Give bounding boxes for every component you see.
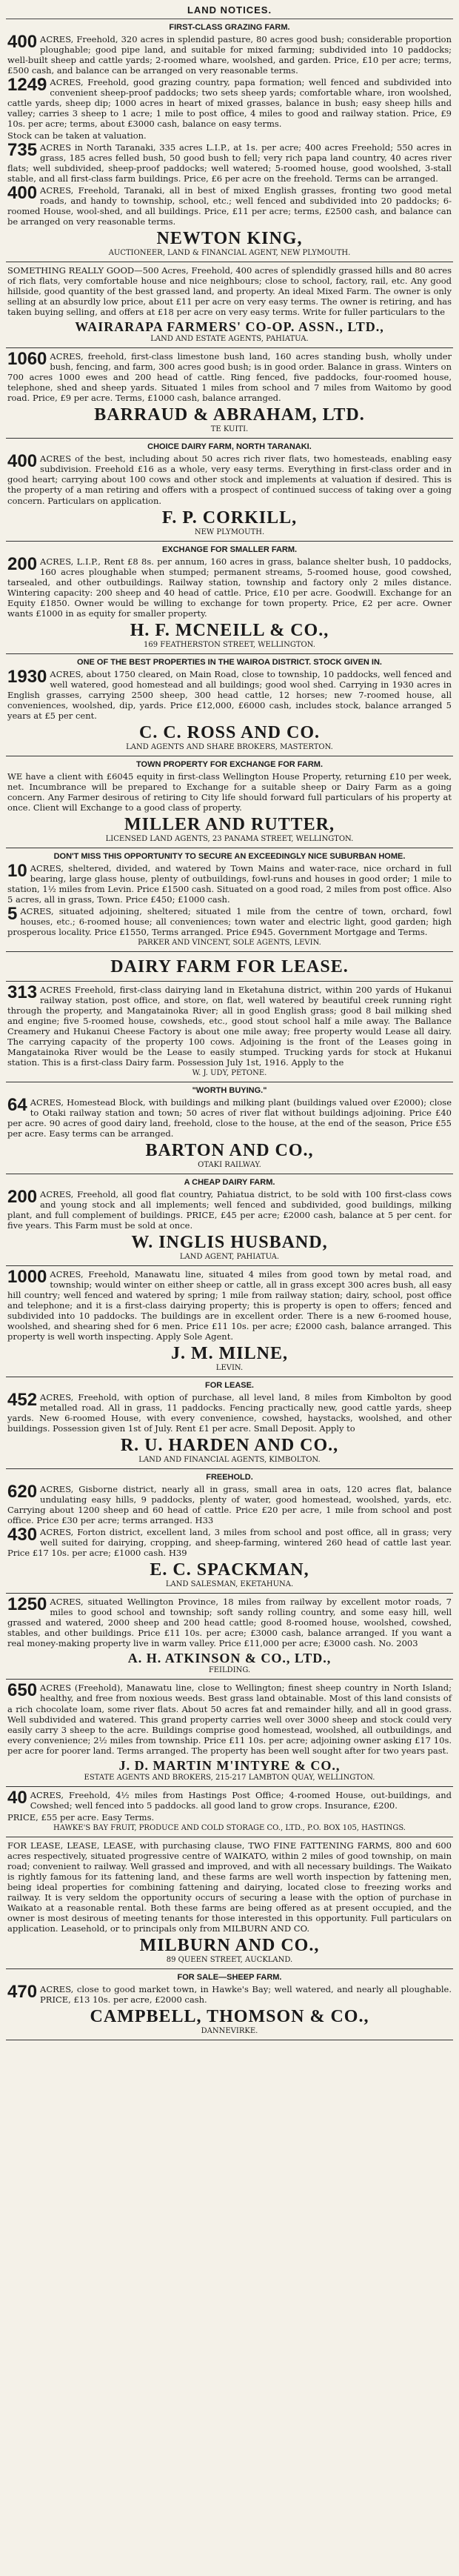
agent-address: 89 QUEEN STREET, AUCKLAND. [166, 1955, 293, 1964]
ad-text: ACRES of the best, including about 50 acres rich river flats, two homesteads, enabling easy subdivision. Freehold £16 as a whole, very easy terms. Everything in first-class order and in good heart; carrying about 100 cows and other stock and implements at valuation if desired. This is the property of a man retiring and offers with a prospect of continued success of taking over a going concern. Particulars on application. [7, 453, 452, 506]
ad-text: ACRES, situated adjoining, sheltered; situated 1 mile from the centre of town, orchard, fowl houses, etc.; 6-roomed house; all conveniences; town water and electric light, good garden; high prosperous locality. Price £1550, Terms arranged. Price £945. Government Mortgage and Terms. [7, 905, 452, 937]
agent-address: LAND AND ESTATE AGENTS, PAHIATUA. [150, 335, 309, 344]
ad-text: ACRES, Freehold, Manawatu line, situated 4 miles from good town by metal road, and township; would winter on either sheep or cattle, all in grass except 300 acres bush, all easy hill country; well fenced and watered by spring; 1 mile from railway station; dairy, school, post office and telephone; and it is a first-class dairying property; this is property is open to offers; fenced and subdivided into 10 paddocks. The buildings are in excellent order. There is a new 6-roomed house, woolshed, and shearing shed for 6 men. Price £11 10s. per acre; £2000 cash, balance arranged. This property is well worth inspecting. Apply Sole Agent. [7, 1269, 452, 1342]
ad-subheading: FOR LEASE. [204, 1381, 254, 1391]
ad-paragraph [7, 1527, 452, 1558]
ad-text: ACRES, sheltered, divided, and watered by Town Mains and water-race, nice orchard in full bearing, large glass house, plenty of outbuildings, fowl-runs and houses in good order; 1 mile to station, 1½ miles from Levin. Price £1500 cash. Situated on a good road, 2 miles from post office. Also 5 acres, all in grass, Town. Price £450; £1000 cash. [7, 862, 452, 905]
agent-name: C. C. ROSS AND CO. [138, 722, 321, 742]
advertisement [6, 542, 453, 654]
acreage-figure: 1249 [7, 75, 47, 96]
advertisement [6, 1680, 453, 1786]
ad-paragraph [7, 771, 452, 813]
ad-text: ACRES, Freehold, all good flat country, Pahiatua district, to be sold with 100 first-class cows and young stock and all implements; well fenced and subdivided, good buildings, milking plant, and full complement of buildings. PRICE, £45 per acre; £2000 cash, balance at 5 per cent. for five years. This Farm must be sold at once. [7, 1189, 452, 1231]
agent-address: NEW PLYMOUTH. [194, 527, 265, 536]
agent-address: LEVIN. [215, 1364, 244, 1373]
agent-address: DANNEVIRKE. [201, 2026, 258, 2035]
ad-text: ACRES Freehold, first-class dairying land in Eketahuna district, within 200 yards of Hukanui railway station, post office, and store, on flat, well watered by beautiful creek running right through the property, and Mangatainoka River; all in good English grass; good 8 bail milking shed and engine; five 5-roomed house, cowsheds, etc., good stout school half a mile away. The Ballance Creamery and Hukanui Cheese Factory is about one mile away; free property would Lease all dairy. The carrying capacity of the property 100 cows. Adjoining is the front of the Leases going in Mangatainoka River would be the Lease to easily stumped. Trucking yards for stock at Hukanui station. This is a first-class Dairy farm. Possession July 1st, 1916. Apply to the [7, 984, 452, 1068]
agent-name: MILBURN AND CO., [139, 1935, 320, 1955]
advertisement [6, 1469, 453, 1594]
advertisement [6, 1837, 453, 1969]
agent-name: W. INGLIS HUSBAND, [131, 1233, 328, 1253]
ad-text: PRICE, £55 per acre. Easy Terms. [7, 1811, 155, 1823]
section-heading: LAND NOTICES. [6, 3, 453, 19]
ad-subheading: FOR SALE—SHEEP FARM. [177, 1972, 282, 1982]
acreage-figure: 452 [7, 1390, 38, 1411]
ad-paragraph [7, 351, 452, 403]
ad-paragraph [7, 1594, 452, 1649]
acreage-figure: 430 [7, 1525, 38, 1545]
ad-paragraph [7, 34, 452, 76]
agent-address: ESTATE AGENTS AND BROKERS, 215-217 LAMBTON QUAY, WELLINGTON. [84, 1773, 375, 1782]
acreage-figure: 5 [7, 903, 18, 924]
ad-text: ACRES, Freehold, 4½ miles from Hastings Post Office; 4-roomed House, out-buildings, and Cowshed; well fenced into 5 paddocks. all good land to grow crops. Insurance, £200. [30, 1789, 452, 1811]
advertisement [6, 982, 453, 1082]
acreage-figure: 400 [7, 451, 38, 472]
ad-paragraph [7, 453, 452, 505]
ad-paragraph [7, 1189, 452, 1231]
ad-paragraph [7, 1094, 452, 1139]
advertisement [6, 262, 453, 348]
agent-name: F. P. CORKILL, [161, 507, 298, 527]
acreage-figure: 1930 [7, 666, 47, 687]
ad-subheading: FIRST-CLASS GRAZING FARM. [169, 23, 290, 32]
ad-text: FOR LEASE, LEASE, LEASE, with purchasing clause, TWO FINE FATTENING FARMS, 800 and 600 acres respectively, situated progressive centre of WAIKATO, within 2 miles of good township, on main road; convenient to railway. Well grassed and improved, and with all necessary buildings. The Waikato is rightly famous for its fattening land, and these farms are well worth inspection by fattening men, being ideal properties for combining fattening and dairying, located close to freezing works and railway. It is very seldom the opportunity occurs of securing a lease with the option of purchase in Waikato at a reasonable rental. Both these farms are being offered as at present occupied, and the owner is most desirous of meeting tenants for those interested in this opportunity. Full particulars on application. Leasehold, or to principals only from MILBURN AND CO. [7, 1840, 452, 1934]
ad-text: ACRES, Freehold, Taranaki, all in best of mixed English grasses, fronting two good metal roads, and handy to township, school, etc.; well fenced and subdivided into 20 paddocks; 6-roomed House, wool-shed, and all buildings. Price, £11 per acre; terms, £2500 cash, and balance can be arranged on very reasonable terms. [7, 185, 452, 227]
ad-text: ACRES, L.I.P., Rent £8 8s. per annum, 160 acres in grass, balance shelter bush, 10 paddocks, 160 acres ploughable when stumped; permanent streams, 5-roomed house, good cowshed, tarsealed, and other outbuildings. Railway station, township and factory only 2 miles distance. Wintering capacity: 200 sheep and 40 head of cattle. Price, £10 per acre. Goodwill. Exchange for an Equity £1850. Owner would be willing to exchange for town property. Price, £2 per acre. Owner wants £1000 in as equity for smaller property. [7, 556, 452, 619]
ad-paragraph [7, 666, 452, 721]
agent-address: LAND AND FINANCIAL AGENTS, KIMBOLTON. [138, 1456, 321, 1465]
ad-paragraph [7, 903, 452, 937]
acreage-figure: 400 [7, 183, 38, 204]
ad-subheading: ONE OF THE BEST PROPERTIES IN THE WAIROA DISTRICT. STOCK GIVEN IN. [77, 657, 382, 667]
ad-paragraph [7, 1981, 452, 2005]
acreage-figure: 313 [7, 982, 38, 1002]
ad-text: ACRES, close to good market town, in Hawke's Bay; well watered, and nearly all ploughable. PRICE, £13 10s. per acre, £2000 cash. [40, 1983, 452, 2005]
advertisement [6, 19, 453, 262]
agent-address: OTAKI RAILWAY. [198, 1161, 261, 1170]
ad-paragraph [7, 185, 452, 227]
agent-address: FEILDING. [208, 1666, 251, 1675]
agent-address: LAND AGENT, PAHIATUA. [179, 1253, 280, 1262]
ad-paragraph [7, 1269, 452, 1342]
acreage-figure: 650 [7, 1680, 38, 1701]
advertisement [6, 439, 453, 541]
ad-paragraph [7, 860, 452, 905]
advertisement [6, 348, 453, 439]
ad-paragraph [7, 553, 452, 619]
ad-subheading: CHOICE DAIRY FARM, NORTH TARANAKI. [147, 442, 312, 452]
acreage-figure: 400 [7, 32, 38, 52]
ad-text: ACRES, Homestead Block, with buildings and milking plant (buildings valued over £2000); close to Otaki railway station and town; 50 acres of river flat without buildings adjoining. Price £40 per acre. 90 acres of good dairy land, freehold, close to the house, at the end of the season, Price £55 per acre. Easy terms can be arranged. [7, 1096, 452, 1139]
ad-subheading: "WORTH BUYING." [192, 1085, 267, 1095]
ad-text: SOMETHING REALLY GOOD—500 Acres, Freehold, 400 acres of splendidly grassed hills and 80 acres of rich flats, very comfortable house and nice neighbours; close to school, factory, rail, etc. Any good hillside, good quantity of the best grassed land, and property. An ideal Mixed Farm. The owner is only selling at an absurdly low price, about £11 per acre on very easy terms. The owner is retiring, and has taken buying selling, and offers at £18 per acre on very easy terms. Write for fuller particulars to the [7, 265, 452, 318]
ad-paragraph [7, 130, 452, 141]
ad-text: ACRES (Freehold), Manawatu line, close to Wellington; finest sheep country in North Island; healthy, and free from noxious weeds. Best grass land obtainable. Most of this land consists of a rich chocolate loam, some river flats. About 50 acres fat and remainder hilly, and all in good grass. Well subdivided and watered. This grand property carries well over 3000 sheep and stock could very easily carry 3 sheep to the acre. Buildings comprise good homestead, woolshed, all outbuildings, and every convenience; 2½ miles from township. Price £11 10s. per acre; adjoining owner asking £17 10s. per acre for poorer land. Terms arranged. The property has been well sought after for two years past. [7, 1683, 452, 1756]
advertisement [6, 952, 453, 982]
agent-name: E. C. SPACKMAN, [150, 1560, 309, 1580]
advertisement [6, 1787, 453, 1837]
ad-paragraph [7, 1392, 452, 1434]
ad-text: ACRES, situated Wellington Province, 18 miles from railway by excellent motor roads, 7 miles to good school and township; soft sandy rolling country, and some easy hill, well grassed and watered, 2000 sheep and 200 head cattle; good 8-roomed house, woolshed, cowshed, stables, and other buildings. Price £11 10s. per acre; £3000 cash, balance arranged. If you want a real money-making property live in warm valley. Price £11,000 per acre; £3000 cash. No. 2003 [7, 1597, 452, 1649]
agent-name: J. M. MILNE, [171, 1344, 288, 1364]
ad-text: Stock can be taken at valuation. [7, 130, 147, 142]
advertisement-list [6, 19, 453, 2040]
agent-address: HAWKE'S BAY FRUIT, PRODUCE AND COLD STORAGE CO., LTD., P.O. BOX 105, HASTINGS. [53, 1823, 406, 1832]
ad-paragraph [7, 982, 452, 1068]
acreage-figure: 200 [7, 553, 38, 574]
agent-address: AUCTIONEER, LAND & FINANCIAL AGENT, NEW PLYMOUTH. [108, 249, 351, 258]
agent-name: J. D. MARTIN M'INTYRE & CO., [118, 1757, 341, 1773]
acreage-figure: 10 [7, 860, 27, 881]
acreage-figure: 1000 [7, 1267, 47, 1288]
advertisement [6, 756, 453, 848]
agent-name: BARRAUD & ABRAHAM, LTD. [94, 405, 365, 425]
advertisement [6, 1174, 453, 1266]
ad-text: ACRES, Freehold, with option of purchase, all level land, 8 miles from Kimbolton by good metalled road. All in grass, 11 paddocks. Fencing practically new, good cattle yards, sheep yards. New 6-roomed House, with every convenience, cowshed, haystacks, woolshed, and other buildings. Possession given 1st of July. Rent £1 per acre. Small Deposit. Apply to [7, 1392, 452, 1434]
agent-address: 169 FEATHERSTON STREET, WELLINGTON. [144, 640, 315, 649]
ad-subheading: A CHEAP DAIRY FARM. [184, 1178, 275, 1188]
acreage-figure: 1250 [7, 1594, 47, 1615]
agent-address: LAND AGENTS AND SHARE BROKERS, MASTERTON. [126, 742, 333, 751]
acreage-figure: 40 [7, 1787, 27, 1808]
agent-address: TE KUITI. [210, 425, 249, 434]
acreage-figure: 735 [7, 140, 38, 161]
agent-name: R. U. HARDEN AND CO., [120, 1436, 339, 1456]
agent-address: LAND SALESMAN, EKETAHUNA. [165, 1580, 294, 1589]
agent-name: H. F. MCNEILL & CO., [130, 620, 329, 640]
agent-name: WAIRARAPA FARMERS' CO-OP. ASSN., LTD., [75, 319, 384, 335]
advertisement [6, 1082, 453, 1174]
acreage-figure: 620 [7, 1482, 38, 1502]
ad-paragraph [7, 265, 452, 317]
advertisement [6, 1266, 453, 1377]
ad-paragraph [7, 77, 452, 129]
ad-text: ACRES, freehold, first-class limestone bush land, 160 acres standing bush, wholly under bush, fencing, and farm, 300 acres good bush; is in good order. Balance in grass. Winters on 700 acres 1000 ewes and 200 head of cattle. Ring fenced, five paddocks, four-roomed house, telephone, shed and sheep yards. Situated 1 miles from school and 7 miles from Waitomo by good road. Price, £9 per acre. Terms, £1000 cash, balance arranged. [7, 351, 452, 404]
ad-subheading: EXCHANGE FOR SMALLER FARM. [161, 545, 298, 554]
agent-name: BARTON AND CO., [145, 1141, 314, 1161]
ad-paragraph [7, 142, 452, 184]
agent-name: DAIRY FARM FOR LEASE. [110, 956, 349, 976]
agent-name: A. H. ATKINSON & CO., LTD., [127, 1651, 332, 1666]
ad-paragraph [7, 1484, 452, 1525]
advertisement [6, 1594, 453, 1680]
ad-paragraph [7, 1812, 452, 1823]
advertisement [6, 848, 453, 952]
ad-paragraph [7, 1787, 452, 1811]
agent-name: NEWTON KING, [156, 229, 303, 249]
ad-text: ACRES, about 1750 cleared, on Main Road, close to township, 10 paddocks, well fenced and well watered, good homestead and all buildings; good wool shed. Carrying in 1930 acres in English grasses, carrying 2500 sheep, 300 head cattle, 12 horses; new 7-roomed house, all conveniences, woolshed, dip, yards. Price £12,000, £6000 cash, includes stock, balance arranged 5 years at £5 per cent. [7, 668, 452, 721]
ad-paragraph [7, 1680, 452, 1756]
acreage-figure: 200 [7, 1187, 38, 1208]
advertisement [6, 1377, 453, 1469]
agent-name: MILLER AND RUTTER, [124, 814, 335, 834]
ad-subheading: FREEHOLD. [206, 1473, 253, 1482]
ad-text: ACRES, Gisborne district, nearly all in grass, small area in oats, 120 acres flat, balance undulating easy hills, 9 paddocks, plenty of water, good homestead, woolshed, yards, etc. Carrying about 1200 sheep and 60 head of cattle. Price £20 per acre, 1 mile from school and post office. Price £30 per acre; terms arranged. H33 [7, 1484, 452, 1526]
acreage-figure: 1060 [7, 349, 47, 370]
ad-subheading: TOWN PROPERTY FOR EXCHANGE FOR FARM. [136, 759, 323, 769]
ad-paragraph [7, 1840, 452, 1934]
ad-text: ACRES, Freehold, 320 acres in splendid pasture, 80 acres good bush; considerable proportion ploughable; good pipe land, and suitable for mixed farming; subdivided into 10 paddocks; well-built sheep and cattle yards; 2-roomed whare, woolshed, and garden. Price, £10 per acre; terms, £500 cash, and balance can be arranged on very reasonable terms. [7, 34, 452, 76]
acreage-figure: 64 [7, 1094, 27, 1115]
agent-address: LICENSED LAND AGENTS, 23 PANAMA STREET, WELLINGTON. [105, 834, 354, 843]
ad-subheading: DON'T MISS THIS OPPORTUNITY TO SECURE AN EXCEEDINGLY NICE SUBURBAN HOME. [53, 851, 406, 861]
advertisement [6, 654, 453, 756]
agent-address: W. J. UDY, PETONE. [192, 1068, 267, 1077]
ad-text: ACRES in North Taranaki, 335 acres L.I.P., at 1s. per acre; 400 acres Freehold; 550 acres in grass, 185 acres felled bush, 50 good bush to fell; very rich papa land country, 40 acres river flats; well subdivided, sheep-proof paddocks; well watered; 5-roomed house, good woolshed, 3-stall stable, and all first-class farm buildings. Price, £6 per acre on the freehold. Terms can be arranged. [7, 142, 452, 184]
advertisement [6, 1969, 453, 2040]
ad-text: ACRES, Freehold, good grazing country, papa formation; well fenced and subdivided into convenient sheep-proof paddocks; two sets sheep yards; comfortable whare, iron woolshed, cattle yards, sheep dip; 1000 acres in heart of mixed grasses, balance in bush; easy sheep hills and valley; carries 3 sheep to 1 acre; 1 mile to post office, 4 miles to good and railway station. Price, £9 10s. per acre; terms, about £3000 cash, balance on easy terms. [7, 77, 452, 130]
acreage-figure: 470 [7, 1981, 38, 2002]
agent-name: CAMPBELL, THOMSON & CO., [90, 2006, 369, 2026]
ad-text: ACRES, Forton district, excellent land, 3 miles from school and post office, all in grass; very well suited for dairying, cropping, and sheep-farming, wintered 260 head of cattle last year. Price £17 10s. per acre; £1000 cash. H39 [7, 1527, 452, 1559]
agent-address: PARKER AND VINCENT, SOLE AGENTS, LEVIN. [138, 938, 321, 947]
ad-text: WE have a client with £6045 equity in first-class Wellington House Property, returning £10 per week, net. Incumbrance will be prepared to Exchange for a suitable sheep or Dairy Farm as a going concern. Any Farmer desirous of retiring to City life should forward full particulars of his property at once. Client will Exchange to a good class of property. [7, 771, 452, 813]
